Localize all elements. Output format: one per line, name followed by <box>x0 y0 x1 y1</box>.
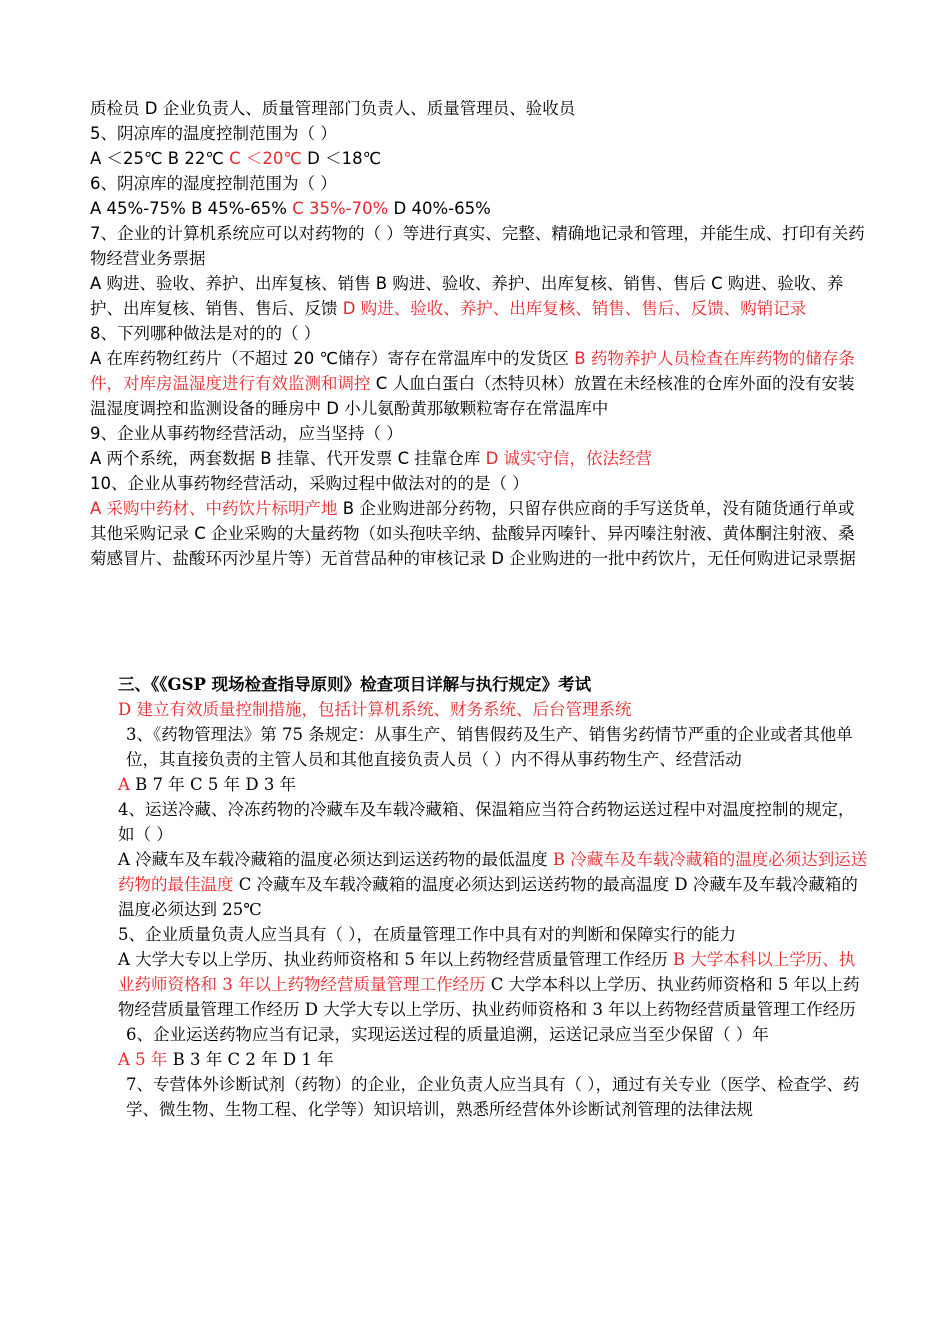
section-1 <box>90 96 870 571</box>
question-7-options <box>90 271 870 321</box>
question-10-options <box>90 496 870 571</box>
option-text: A ＜25℃ B 22℃ <box>90 149 230 168</box>
answer-text: A <box>118 775 130 794</box>
question-7-stem: 7、专营体外诊断试剂（药物）的企业，企业负责人应当具有（ ），通过有关专业（医学、检查学、药学、微生物、生物工程、化学等）知识培训，熟悉所经营体外诊断试剂管理的法律法规 <box>126 1075 860 1119</box>
option-text: A 两个系统，两套数据 B 挂靠、代开发票 C 挂靠仓库 <box>90 449 486 468</box>
question-10-stem: 10、企业从事药物经营活动，采购过程中做法对的的是（ ） <box>90 474 529 493</box>
question-5-stem: 5、企业质量负责人应当具有（ ），在质量管理工作中具有对的判断和保障实行的能力 <box>118 925 736 944</box>
option-text: B 企业购进部分药物，只留存供应商的手写送货单，没有随货通行单或其他采购记录 C 企业采购的大量药物（如头孢呋辛纳、盐酸异丙嗪针、异丙嗪注射液、黄体酮注射液、桑菊感冒片、盐酸环丙沙星片等）无首营品种的审核记录 D 企业购进的一批中药饮片，无任何购进记录票据 <box>90 499 856 568</box>
question-8-stem: 8、下列哪种做法是对的的（ ） <box>90 324 321 343</box>
option-text: A 冷藏车及车载冷藏箱的温度必须达到运送药物的最低温度 <box>118 850 553 869</box>
question-9-stem: 9、企业从事药物经营活动，应当坚持（ ） <box>90 424 403 443</box>
option-text: D ＜18℃ <box>301 149 382 168</box>
question-4-stem: 4、运送冷藏、冷冻药物的冷藏车及车载冷藏箱、保温箱应当符合药物运送过程中对温度控制的规定，如（ ） <box>118 800 855 844</box>
option-text: B 3 年 C 2 年 D 1 年 <box>167 1050 334 1069</box>
answer-text: D 购进、验收、养护、出库复核、销售、售后、反馈、购销记录 <box>342 299 807 318</box>
question-6-options <box>90 196 870 221</box>
answer-text: A 采购中药材、中药饮片标明产地 <box>90 499 338 518</box>
option-text: A 45%-75% B 45%-65% <box>90 199 293 218</box>
option-text: C 冷藏车及车载冷藏箱的温度必须达到运送药物的最高温度 D 冷藏车及车载冷藏箱的温度必须达到 25℃ <box>118 875 858 919</box>
question-5-stem: 5、阴凉库的温度控制范围为（ ） <box>90 124 337 143</box>
question-7-stem: 7、企业的计算机系统应可以对药物的（ ）等进行真实、完整、精确地记录和管理，并能生成、打印有关药物经营业务票据 <box>90 224 865 268</box>
question-3-options <box>118 772 868 797</box>
question-6-stem: 6、阴凉库的湿度控制范围为（ ） <box>90 174 337 193</box>
question-5-options <box>90 146 870 171</box>
answer-text: C ＜20℃ <box>229 149 302 168</box>
question-3-stem: 3、《药物管理法》第 75 条规定：从事生产、销售假药及生产、销售劣药情节严重的企业或者其他单位，其直接负责的主管人员和其他直接负责人员（ ）内不得从事药物生产、经营活动 <box>126 725 853 769</box>
question-6-options <box>118 1047 868 1072</box>
answer-text: B 药物养护人员检查在库药物的储存条件，对库房温湿度进行有效监测和调控 <box>90 349 855 393</box>
option-text: A 在库药物红药片（不超过 20 ℃储存）寄存在常温库中的发货区 <box>90 349 575 368</box>
answer-text: D 诚实守信，依法经营 <box>485 449 653 468</box>
answer-text: C 35%-70% <box>292 199 389 218</box>
answer-text: A 5 年 <box>118 1050 168 1069</box>
question-8-options <box>90 346 870 421</box>
answer-text: B 冷藏车及车载冷藏箱的温度必须达到运送药物的最佳温度 <box>118 850 868 894</box>
option-text: A 大学大专以上学历、执业药师资格和 5 年以上药物经营质量管理工作经历 <box>118 950 673 969</box>
option-text: D 40%-65% <box>388 199 491 218</box>
option-text: B 7 年 C 5 年 D 3 年 <box>129 775 297 794</box>
answer-line: D 建立有效质量控制措施，包括计算机系统、财务系统、后台管理系统 <box>118 700 632 719</box>
question-4-options <box>118 847 868 922</box>
section-heading: 三、《《GSP 现场检查指导原则》检查项目详解与执行规定》考试 <box>118 675 592 694</box>
question-9-options <box>90 446 870 471</box>
text-line: 质检员 D 企业负责人、质量管理部门负责人、质量管理员、验收员 <box>90 99 576 118</box>
option-text: A 购进、验收、养护、出库复核、销售 B 购进、验收、养护、出库复核、销售、售后 C 购进、验收、养护、出库复核、销售、售后、反馈 <box>90 274 844 318</box>
option-text: C 人血白蛋白（杰特贝林）放置在未经核准的仓库外面的没有安装温湿度调控和监测设备的睡房中 D 小儿氨酚黄那敏颗粒寄存在常温库中 <box>90 374 855 418</box>
question-6-stem: 6、企业运送药物应当有记录，实现运送过程的质量追溯，运送记录应当至少保留（ ）年 <box>126 1025 769 1044</box>
question-5-options <box>118 947 868 1022</box>
section-2 <box>118 672 868 1122</box>
option-text: C 大学本科以上学历、执业药师资格和 5 年以上药物经营质量管理工作经历 D 大学大专以上学历、执业药师资格和 3 年以上药物经营质量管理工作经历 <box>118 975 860 1019</box>
answer-text: B 大学本科以上学历、执业药师资格和 3 年以上药物经营质量管理工作经历 <box>118 950 856 994</box>
